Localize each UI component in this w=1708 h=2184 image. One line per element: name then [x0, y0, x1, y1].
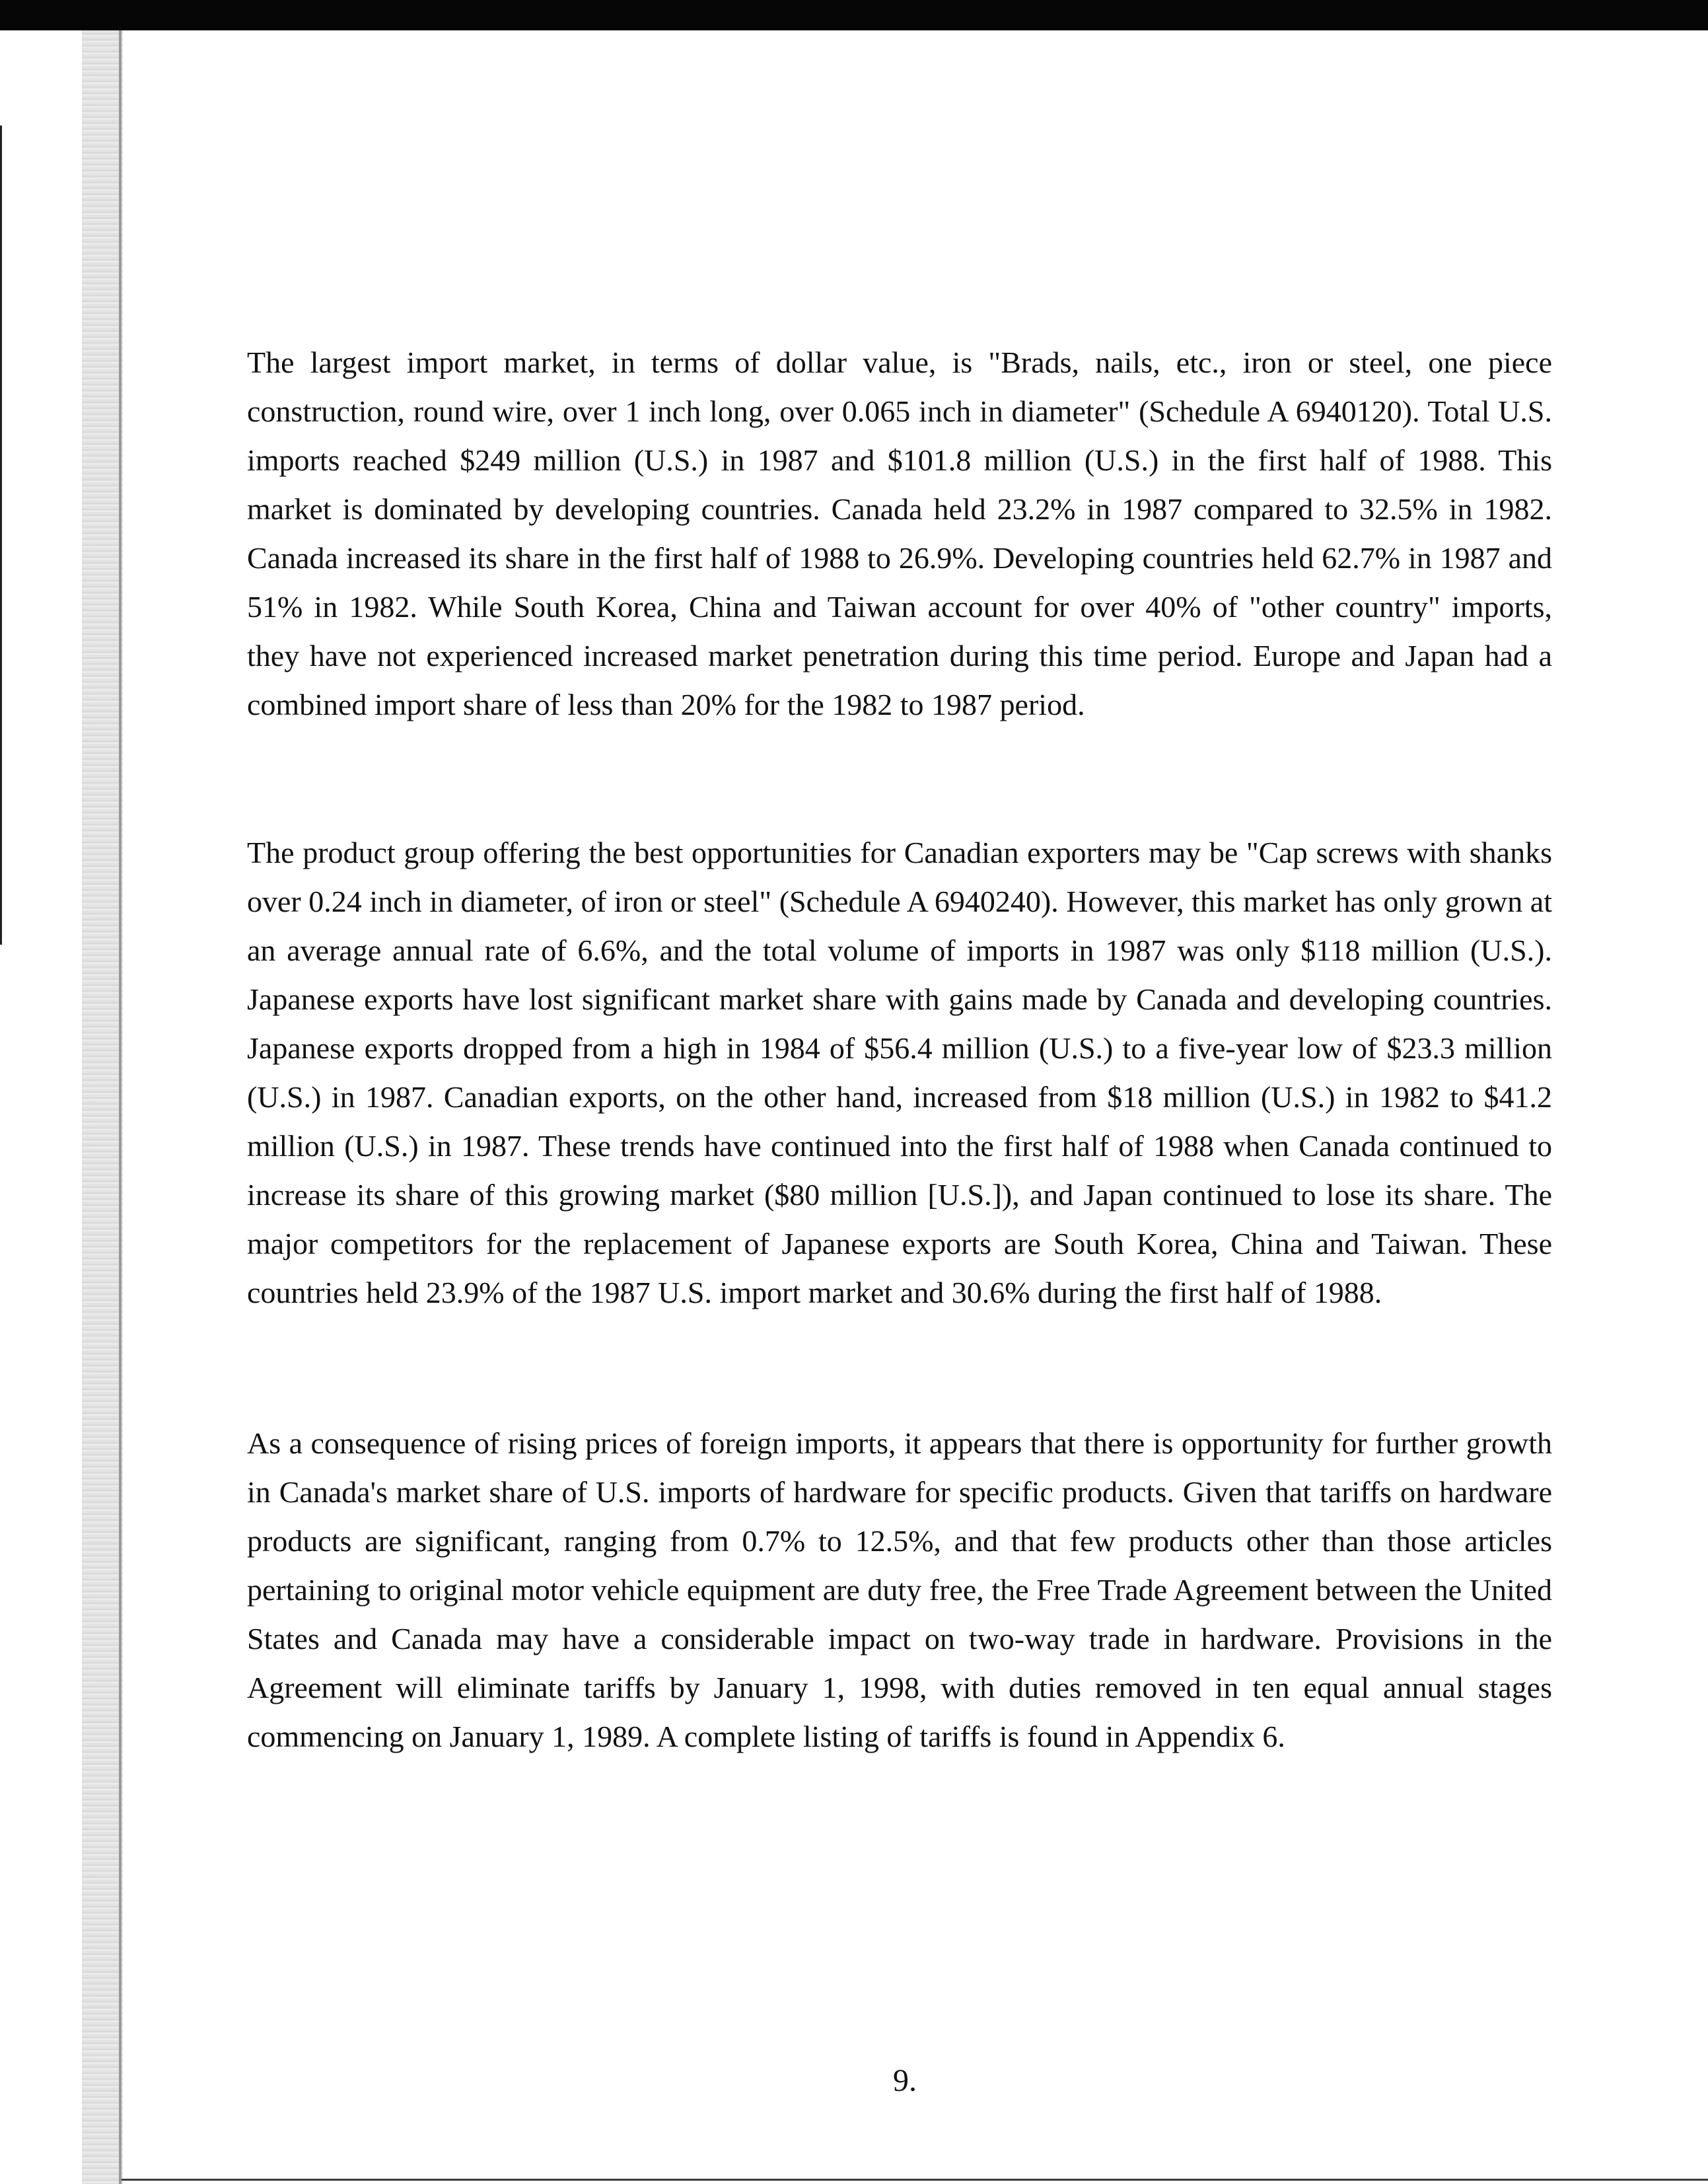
- paragraph-brads-nails-market: The largest import market, in terms of dollar value, is "Brads, nails, etc., iron or steel, one piece construction, round wire, over 1 inch long, over 0.065 inch in diameter" (Schedule A 6940120). Total U.S. imports reached $249 million (U.S.) in 1987 and $101.8 million (U.S.) in the first half of 1988. This market is dominated by developing countries. Canada held 23.2% in 1987 compared to 32.5% in 1982. Canada increased its share in the first half of 1988 to 26.9%. Developing countries held 62.7% in 1987 and 51% in 1982. While South Korea, China and Taiwan account for over 40% of "other country" imports, they have not experienced increased market penetration during this time period. Europe and Japan had a combined import share of less than 20% for the 1982 to 1987 period.: [247, 346, 1552, 721]
- scan-left-margin-line: [0, 126, 2, 945]
- scan-binding-edge: [82, 30, 123, 2184]
- paragraph-cap-screws-opportunity: The product group offering the best opportunities for Canadian exporters may be "Cap screws with shanks over 0.24 inch in diameter, of iron or steel" (Schedule A 6940240). However, this market has only grown at an average annual rate of 6.6%, and the total volume of imports in 1987 was only $118 million (U.S.). Japanese exports have lost significant market share with gains made by Canada and developing countries. Japanese exports dropped from a high in 1984 of $56.4 million (U.S.) to a five-year low of $23.3 million (U.S.) in 1987. Canadian exports, on the other hand, increased from $18 million (U.S.) in 1982 to $41.2 million (U.S.) in 1987. These trends have continued into the first half of 1988 when Canada continued to increase its share of this growing market ($80 million [U.S.]), and Japan continued to lose its share. The major competitors for the replacement of Japanese exports are South Korea, China and Taiwan. These countries held 23.9% of the 1987 U.S. import market and 30.6% during the first half of 1988.: [247, 836, 1552, 1309]
- scan-top-border: [0, 0, 1708, 30]
- scan-binding-shadow: [119, 30, 122, 2184]
- scan-bottom-border: [122, 2179, 1708, 2181]
- paragraph-free-trade-agreement: As a consequence of rising prices of foreign imports, it appears that there is opportunity for further growth in Canada's market share of U.S. imports of hardware for specific products. Given that tariffs on hardware products are significant, ranging from 0.7% to 12.5%, and that few products other than those articles pertaining to original motor vehicle equipment are duty free, the Free Trade Agreement between the United States and Canada may have a considerable impact on two-way trade in hardware. Provisions in the Agreement will eliminate tariffs by January 1, 1998, with duties removed in ten equal annual stages commencing on January 1, 1989. A complete listing of tariffs is found in Appendix 6.: [247, 1426, 1552, 1753]
- page-number: 9.: [893, 2063, 917, 2098]
